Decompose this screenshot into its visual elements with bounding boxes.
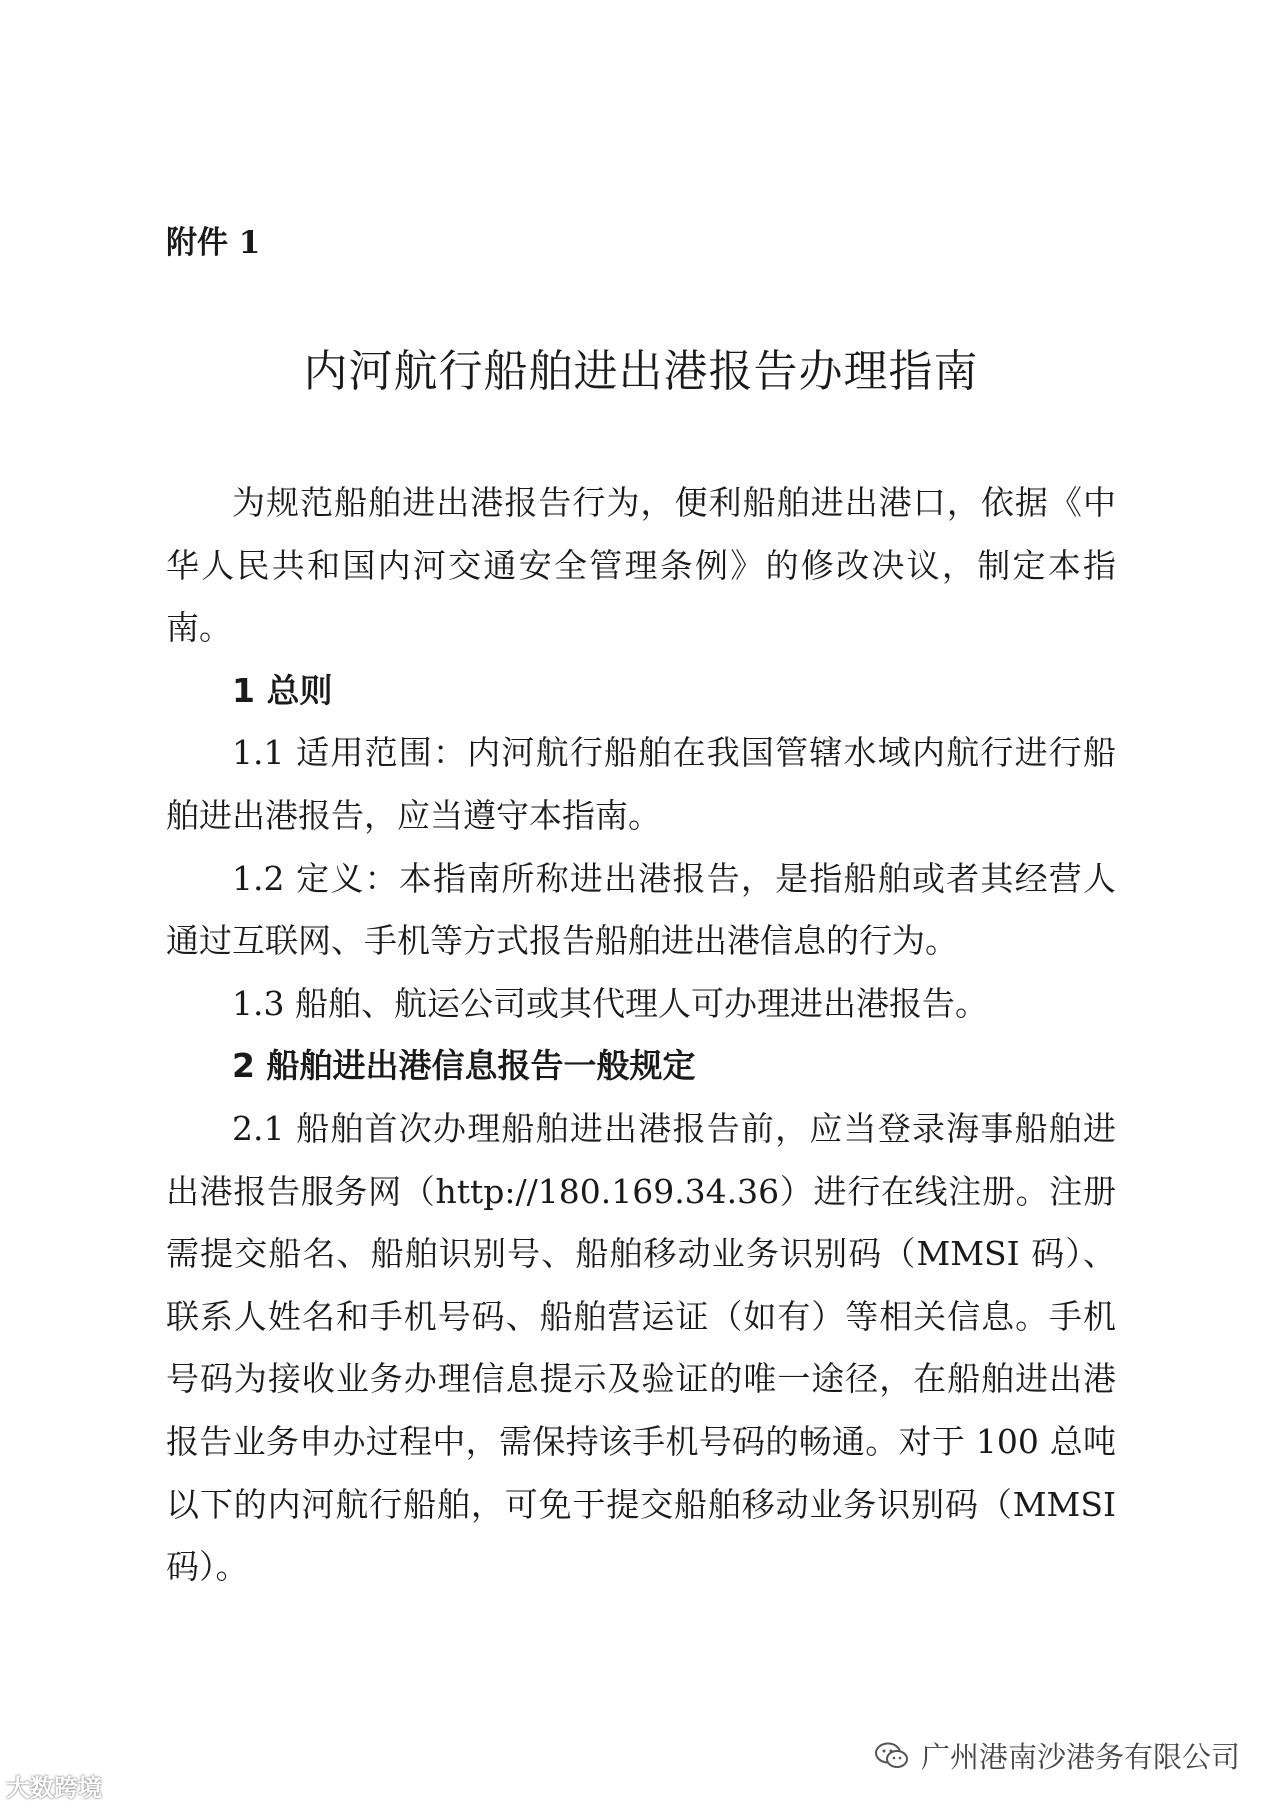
paragraph-2-1: 2.1 船舶首次办理船舶进出港报告前，应当登录海事船舶进出港报告服务网（http://180.169.34.36）进行在线注册。注册需提交船名、船舶识别号、船舶移动业务识别码（MMSI 码）、联系人姓名和手机号码、船舶营运证（如有）等相关信息。手机号码为接收业务办理信息提示及验证的唯一途径，在船舶进出港报告业务申办过程中，需保持该手机号码的畅通。对于 100 总吨以下的内河航行船舶，可免于提交船舶移动业务识别码（MMSI 码）。 xyxy=(166,1108,1116,1587)
page-title: 内河航行船舶进出港报告办理指南 xyxy=(303,346,979,397)
source-name: 广州港南沙港务有限公司 xyxy=(920,1740,1240,1774)
section-heading-general: 1 总则 xyxy=(232,670,333,710)
paragraph-intro: 为规范船舶进出港报告行为，便利船舶进出港口，依据《中华人民共和国内河交通安全管理条例》的修改决议，制定本指南。 xyxy=(166,483,1116,648)
paragraph-1-2: 1.2 定义：本指南所称进出港报告，是指船舶或者其经营人通过互联网、手机等方式报告船舶进出港信息的行为。 xyxy=(166,858,1116,961)
attachment-label: 附件 1 xyxy=(166,225,261,261)
wechat-icon xyxy=(875,1742,909,1770)
watermark-logo: 大数跨境 xyxy=(6,1774,102,1802)
document-body xyxy=(166,472,1116,1599)
paragraph-1-1: 1.1 适用范围：内河航行船舶在我国管辖水域内航行进行船舶进出港报告，应当遵守本指南。 xyxy=(166,733,1116,835)
source-attribution xyxy=(875,1735,1240,1776)
paragraph-1-3: 1.3 船舶、航运公司或其代理人可办理进出港报告。 xyxy=(232,983,988,1023)
section-heading-rules: 2 船舶进出港信息报告一般规定 xyxy=(232,1046,696,1086)
